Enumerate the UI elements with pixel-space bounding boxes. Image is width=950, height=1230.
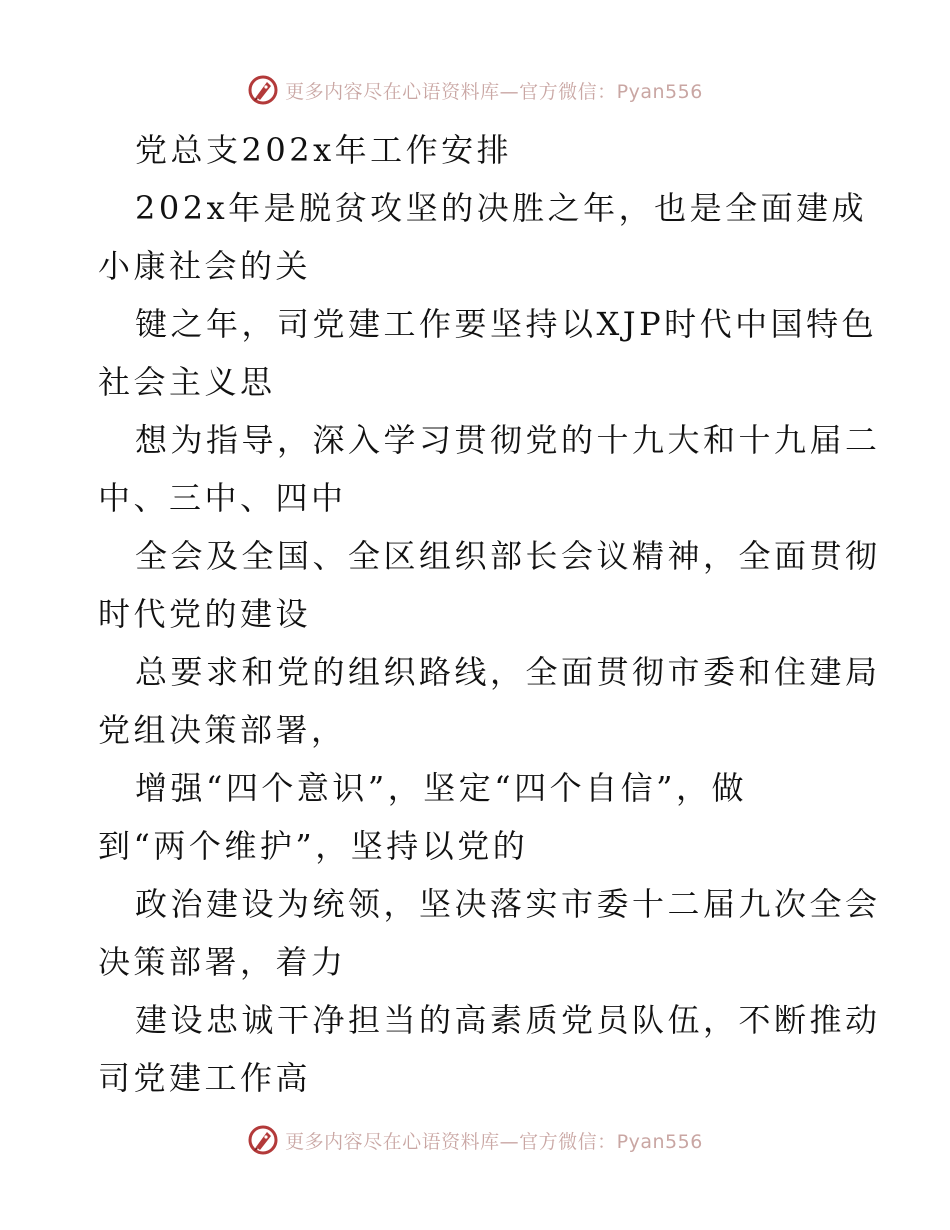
paragraph-line: 党组决策部署， — [98, 711, 347, 749]
paragraph-line: 总要求和党的组织路线，全面贯彻市委和住建局 — [135, 653, 881, 691]
paragraph-line: 键之年，司党建工作要坚持以XJP时代中国特色 — [135, 305, 878, 343]
watermark-footer — [0, 1120, 950, 1160]
paragraph-line: 小康社会的关 — [98, 247, 312, 285]
paragraph-line: 到“两个维护”，坚持以党的 — [98, 827, 529, 865]
paragraph-line: 建设忠诚干净担当的高素质党员队伍，不断推动 — [135, 1001, 881, 1039]
paragraph-line: 司党建工作高 — [98, 1059, 312, 1097]
paragraph-line: 202x年是脱贫攻坚的决胜之年，也是全面建成 — [135, 189, 868, 227]
paragraph-line: 社会主义思 — [98, 363, 276, 401]
paragraph-line: 全会及全国、全区组织部长会议精神，全面贯彻 — [135, 537, 881, 575]
paragraph-line: 想为指导，深入学习贯彻党的十九大和十九届二 — [135, 421, 881, 459]
watermark-text: 更多内容尽在心语资料库—官方微信：Pyan556 — [285, 1130, 703, 1153]
pen-nib-logo-icon — [247, 1124, 279, 1156]
paragraph-line: 中、三中、四中 — [98, 479, 347, 517]
document-body — [98, 121, 881, 1107]
paragraph-line: 时代党的建设 — [98, 595, 312, 633]
pen-nib-logo-icon — [247, 74, 279, 106]
paragraph-line: 增强“四个意识”，坚定“四个自信”，做 — [135, 769, 747, 807]
paragraph-line: 政治建设为统领，坚决落实市委十二届九次全会 — [135, 885, 881, 923]
watermark-text: 更多内容尽在心语资料库—官方微信：Pyan556 — [285, 80, 703, 103]
watermark-header — [0, 70, 950, 110]
document-title: 党总支202x年工作安排 — [135, 131, 513, 169]
paragraph-line: 决策部署，着力 — [98, 943, 347, 981]
